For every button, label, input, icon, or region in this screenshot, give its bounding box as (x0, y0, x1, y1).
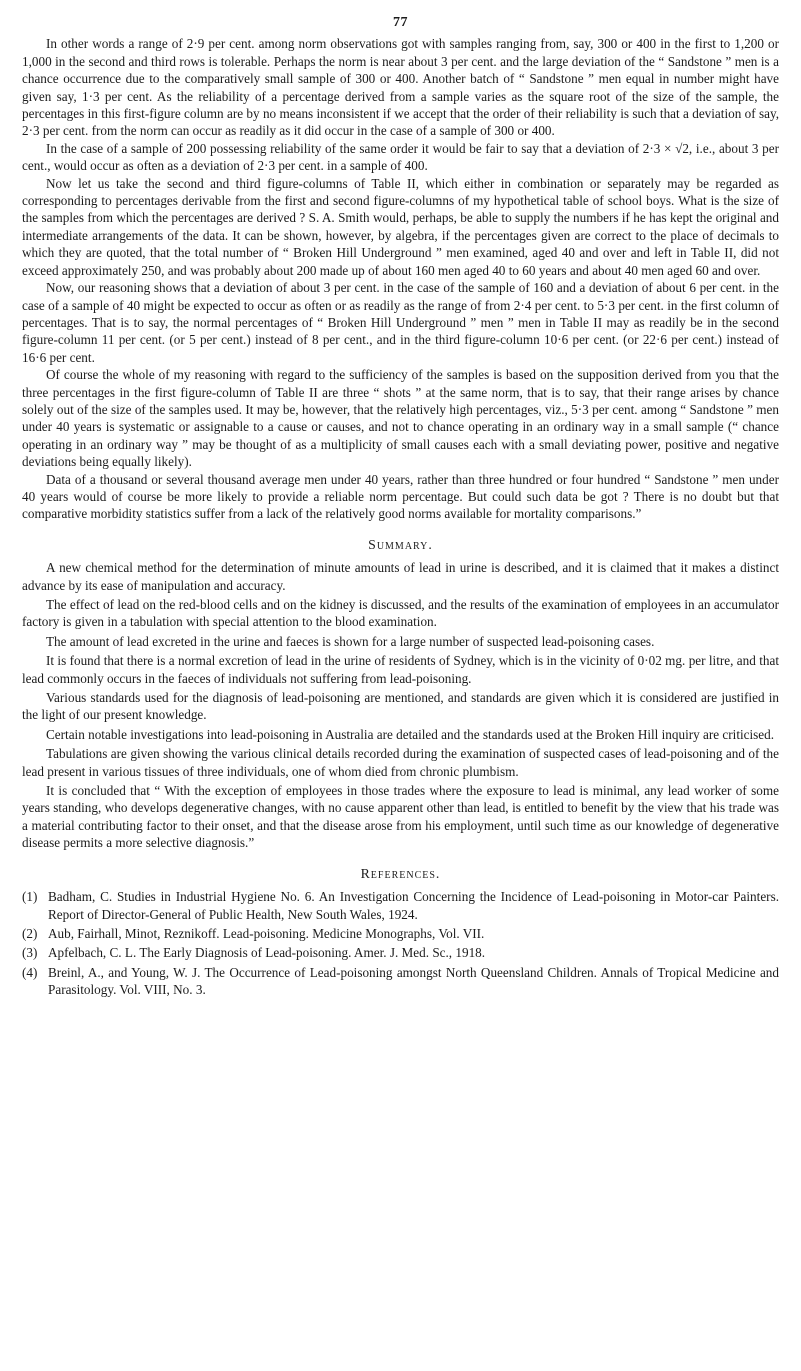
reference-number: (3) (22, 945, 38, 961)
summary-paragraph: It is concluded that “ With the exception of employees in those trades where the exposure to lead is minimal, any lead worker of some years standing, who develops degenerative changes, with no cause apparent other than lead, is entitled to benefit by the view that his trade was a material contributing factor to their onset, and that the disease arose from his employment, until such time as our knowledge of degenerative disease permits a more selective diagnosis.” (22, 783, 779, 851)
reference-item (22, 888, 779, 923)
paragraph: Data of a thousand or several thousand average men under 40 years, rather than three hundred or four hundred “ Sandstone ” men under 40 years would of course be more likely to provide a reliable norm percentage. But could such data be got ? There is no doubt but that comparative morbidity statistics suffer from a lack of the relatively good norms available for mortality comparisons.” (22, 471, 779, 522)
summary-paragraph: Certain notable investigations into lead-poisoning in Australia are detailed and the standards used at the Broken Hill inquiry are criticised. (46, 726, 775, 742)
paragraph: In other words a range of 2·9 per cent. among norm observations got with samples ranging from, say, 300 or 400 in the first to 1,200 or 1,000 in the second and third rows is tolerable. Perhaps the norm is near about 3 per cent. and the large deviation of the “ Sandstone ” men is a chance occurrence due to the comparatively small sample of 300 or 400. Another batch of “ Sandstone ” men equal in number might have given say, 1·3 per cent. As the reliability of a percentage derived from a sample varies as the square root of the size of the sample, the percentages in this first-figure column are by no means inconsistent if we accept that the order of their reliability is such that a deviation of say, 2·3 per cent. from the norm can occur as readily as it did occur in the case of a sample of 300 or 400. (22, 36, 779, 139)
reference-item (22, 944, 779, 961)
reference-number: (4) (22, 964, 38, 980)
reference-text: Badham, C. Studies in Industrial Hygiene No. 6. An Investigation Concerning the Incidence of Lead-poisoning in Motor-car Painters. Report of Director-General of Public Health, New South Wales, 1924. (48, 889, 779, 922)
summary-paragraph: The effect of lead on the red-blood cells and on the kidney is discussed, and the results of the examination of employees in an accumulator factory is given in a tabulation with special attention to the blood examination. (22, 597, 779, 630)
summary-section (22, 559, 779, 852)
summary-paragraph: The amount of lead excreted in the urine and faeces is shown for a large number of suspected lead-poisoning cases. (46, 633, 655, 649)
paragraph: Now, our reasoning shows that a deviation of about 3 per cent. in the case of the sample of 160 and a deviation of about 6 per cent. in the case of a sample of 40 might be expected to occur as often or as readily as the range of from 2·4 per cent. to 5·3 per cent. in the first column of percentages. That is to say, the normal percentages of “ Broken Hill Underground ” men ” men in Table II may as readily be in the second figure-column 11 per cent. (or 5 per cent.) instead of 8 per cent., and in the third figure-column 10·6 per cent. (or 22·6 per cent.) instead of 16·6 per cent. (22, 280, 779, 365)
reference-number: (2) (22, 925, 38, 941)
page-number: 77 (393, 15, 408, 30)
reference-item (22, 964, 779, 999)
reference-item (22, 925, 779, 942)
paragraph: Of course the whole of my reasoning with regard to the sufficiency of the samples is based on the supposition derived from you that the three percentages in the first figure-column of Table II are three “ shots ” at the same norm, that is to say, that their range arises by chance solely out of the size of the samples used. It may be, however, that the relatively high percentages, viz., 5·3 per cent. among “ Sandstone ” men under 40 years is systematic or assignable to a cause or causes, and not to chance operating in an ordinary way in a small sample (“ chance operating in an ordinary way ” may be thought of as a multiplicity of small causes each with a small deviating power, positive and negative deviations being equally likely). (22, 367, 779, 470)
paragraph: Now let us take the second and third figure-columns of Table II, which either in combination or separately may be regarded as corresponding to percentages derivable from the first and second figure-columns of my hypothetical table of school boys. What is the size of the samples from which the percentages are derived ? S. A. Smith would, perhaps, be able to supply the numbers if he has kept the original and intermediate arrangements of the data. It can be shown, however, by algebra, if the percentages given are correct to the place of decimals to which they are quoted, that the total number of “ Broken Hill Underground ” men examined, aged 40 and over and left in Table II, did not exceed approximately 250, and was probably about 200 made up of about 160 men aged 40 to 60 years and about 40 men aged 60 and over. (22, 175, 779, 278)
summary-paragraph: Tabulations are given showing the various clinical details recorded during the examination of suspected cases of lead-poisoning and of the lead present in various tissues of three individuals, one of whom died from chronic plumbism. (22, 746, 779, 779)
reference-text: Breinl, A., and Young, W. J. The Occurrence of Lead-poisoning amongst North Queensland Children. Annals of Tropical Medicine and Parasitology. Vol. VIII, No. 3. (48, 964, 779, 998)
summary-heading: Summary. (368, 536, 433, 552)
reference-text: Apfelbach, C. L. The Early Diagnosis of Lead-poisoning. Amer. J. Med. Sc., 1918. (48, 945, 486, 961)
references-heading: References. (360, 865, 441, 881)
reference-number: (1) (22, 889, 38, 905)
references-list (22, 888, 779, 998)
summary-paragraph: It is found that there is a normal excretion of lead in the urine of residents of Sydney, which is in the vicinity of 0·02 mg. per litre, and that lead commonly occurs in the faeces of individuals not suffering from lead-poisoning. (22, 653, 779, 686)
summary-paragraph: A new chemical method for the determination of minute amounts of lead in urine is described, and it is claimed that it makes a distinct advance by its ease of manipulation and accuracy. (22, 560, 779, 593)
body-text (22, 35, 779, 522)
paragraph: In the case of a sample of 200 possessing reliability of the same order it would be fair to say that a deviation of 2·3 × √2, i.e., about 3 per cent., would occur as often as a deviation of 2·3 per cent. in a sample of 400. (22, 140, 779, 174)
summary-paragraph: Various standards used for the diagnosis of lead-poisoning are mentioned, and standards are given which it is considered are justified in the light of our present knowledge. (22, 690, 779, 723)
reference-text: Aub, Fairhall, Minot, Reznikoff. Lead-poisoning. Medicine Monographs, Vol. VII. (48, 925, 485, 941)
